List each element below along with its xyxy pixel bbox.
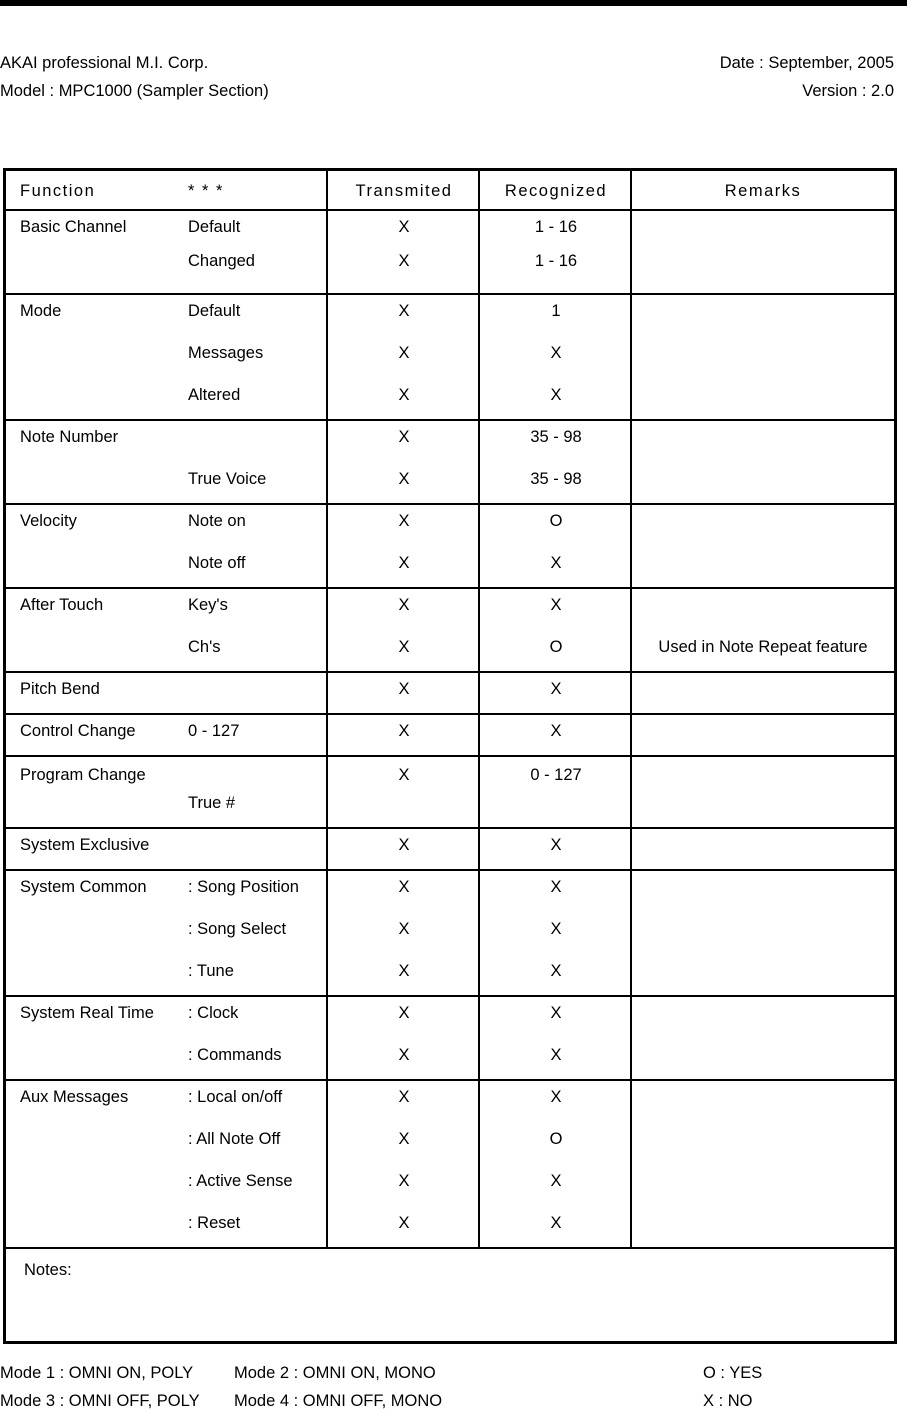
row-recognized: 35 - 98 [530,470,582,488]
column-header-transmitted: Transmited [355,182,453,200]
row-recognized: X [550,554,562,572]
legend-mode-4: Mode 4 : OMNI OFF, MONO [234,1392,443,1410]
row-function: System Common [20,878,147,896]
row-transmitted: X [398,1004,410,1022]
row-transmitted: X [398,1130,410,1148]
row-function: Basic Channel [20,218,127,236]
row-function: Mode [20,302,62,320]
row-subfunction: : Commands [188,1046,282,1064]
row-divider [6,419,894,421]
row-transmitted: X [398,218,410,236]
row-recognized: 35 - 98 [530,428,582,446]
row-transmitted: X [398,302,410,320]
row-subfunction: : Song Position [188,878,299,896]
midi-implementation-chart [3,168,897,1344]
row-recognized: X [550,836,562,854]
row-recognized: 0 - 127 [530,766,582,784]
row-subfunction: Key's [188,596,228,614]
row-transmitted: X [398,920,410,938]
row-subfunction: True Voice [188,470,267,488]
row-divider [6,671,894,673]
row-transmitted: X [398,1088,410,1106]
row-function: Velocity [20,512,77,530]
row-subfunction: : Local on/off [188,1088,283,1106]
row-divider [6,1247,894,1249]
legend-mode-2: Mode 2 : OMNI ON, MONO [234,1364,436,1382]
row-divider [6,713,894,715]
row-transmitted: X [398,1214,410,1232]
row-recognized: X [550,344,562,362]
row-function: Pitch Bend [20,680,100,698]
row-subfunction: Default [188,218,241,236]
row-recognized: X [550,962,562,980]
column-header-remarks: Remarks [724,182,802,200]
row-function: Program Change [20,766,146,784]
row-recognized: X [550,596,562,614]
row-divider [6,995,894,997]
legend-mode-1: Mode 1 : OMNI ON, POLY [0,1364,194,1382]
column-header-recognized: Recognized [504,182,608,200]
row-subfunction: : Clock [188,1004,239,1022]
notes-label: Notes: [24,1261,72,1279]
column-header-stars: * * * [188,182,224,200]
row-recognized: X [550,1214,562,1232]
row-subfunction: 0 - 127 [188,722,240,740]
row-transmitted: X [398,878,410,896]
row-transmitted: X [398,836,410,854]
row-subfunction: Altered [188,386,241,404]
row-subfunction: Changed [188,252,255,270]
row-function: Aux Messages [20,1088,129,1106]
row-transmitted: X [398,428,410,446]
row-divider [6,587,894,589]
column-header-function: Function [20,182,96,200]
legend-mode-3: Mode 3 : OMNI OFF, POLY [0,1392,200,1410]
row-transmitted: X [398,252,410,270]
row-recognized: X [550,878,562,896]
row-transmitted: X [398,554,410,572]
column-divider [326,171,328,1247]
row-subfunction: Messages [188,344,264,362]
row-recognized: X [550,386,562,404]
row-recognized: O [549,638,563,656]
row-remarks: Used in Note Repeat feature [658,638,868,656]
row-recognized: X [550,722,562,740]
row-subfunction: Ch's [188,638,221,656]
row-transmitted: X [398,386,410,404]
row-recognized: X [550,1088,562,1106]
top-rule [0,0,907,6]
chart-grid [6,171,894,1341]
row-transmitted: X [398,766,410,784]
row-transmitted: X [398,680,410,698]
row-recognized: X [550,680,562,698]
row-divider [6,209,894,211]
row-subfunction: Default [188,302,241,320]
document-version: Version : 2.0 [802,82,894,100]
row-function: Note Number [20,428,119,446]
row-recognized: 1 - 16 [534,252,578,270]
row-transmitted: X [398,638,410,656]
row-divider [6,503,894,505]
row-transmitted: X [398,962,410,980]
row-transmitted: X [398,344,410,362]
row-divider [6,827,894,829]
row-function: System Exclusive [20,836,150,854]
row-transmitted: X [398,596,410,614]
row-recognized: X [550,1046,562,1064]
row-divider [6,869,894,871]
row-recognized: 1 [551,302,561,320]
row-subfunction: True # [188,794,236,812]
row-transmitted: X [398,470,410,488]
legend-yes: O : YES [703,1364,763,1382]
row-transmitted: X [398,1046,410,1064]
row-recognized: O [549,1130,563,1148]
company-name: AKAI professional M.I. Corp. [0,54,209,72]
row-function: After Touch [20,596,104,614]
column-divider [630,171,632,1247]
row-subfunction: : Reset [188,1214,241,1232]
row-divider [6,293,894,295]
row-subfunction: Note on [188,512,246,530]
row-subfunction: : All Note Off [188,1130,281,1148]
row-subfunction: : Active Sense [188,1172,293,1190]
row-function: System Real Time [20,1004,154,1022]
row-divider [6,1079,894,1081]
row-transmitted: X [398,512,410,530]
document-date: Date : September, 2005 [719,54,894,72]
row-recognized: O [549,512,563,530]
row-transmitted: X [398,1172,410,1190]
row-subfunction: : Tune [188,962,234,980]
row-function: Control Change [20,722,136,740]
row-divider [6,755,894,757]
row-recognized: X [550,920,562,938]
model-name: Model : MPC1000 (Sampler Section) [0,82,269,100]
row-transmitted: X [398,722,410,740]
column-divider [478,171,480,1247]
row-subfunction: Note off [188,554,246,572]
row-subfunction: : Song Select [188,920,287,938]
row-recognized: X [550,1004,562,1022]
row-recognized: 1 - 16 [534,218,578,236]
legend-no: X : NO [703,1392,753,1410]
row-recognized: X [550,1172,562,1190]
